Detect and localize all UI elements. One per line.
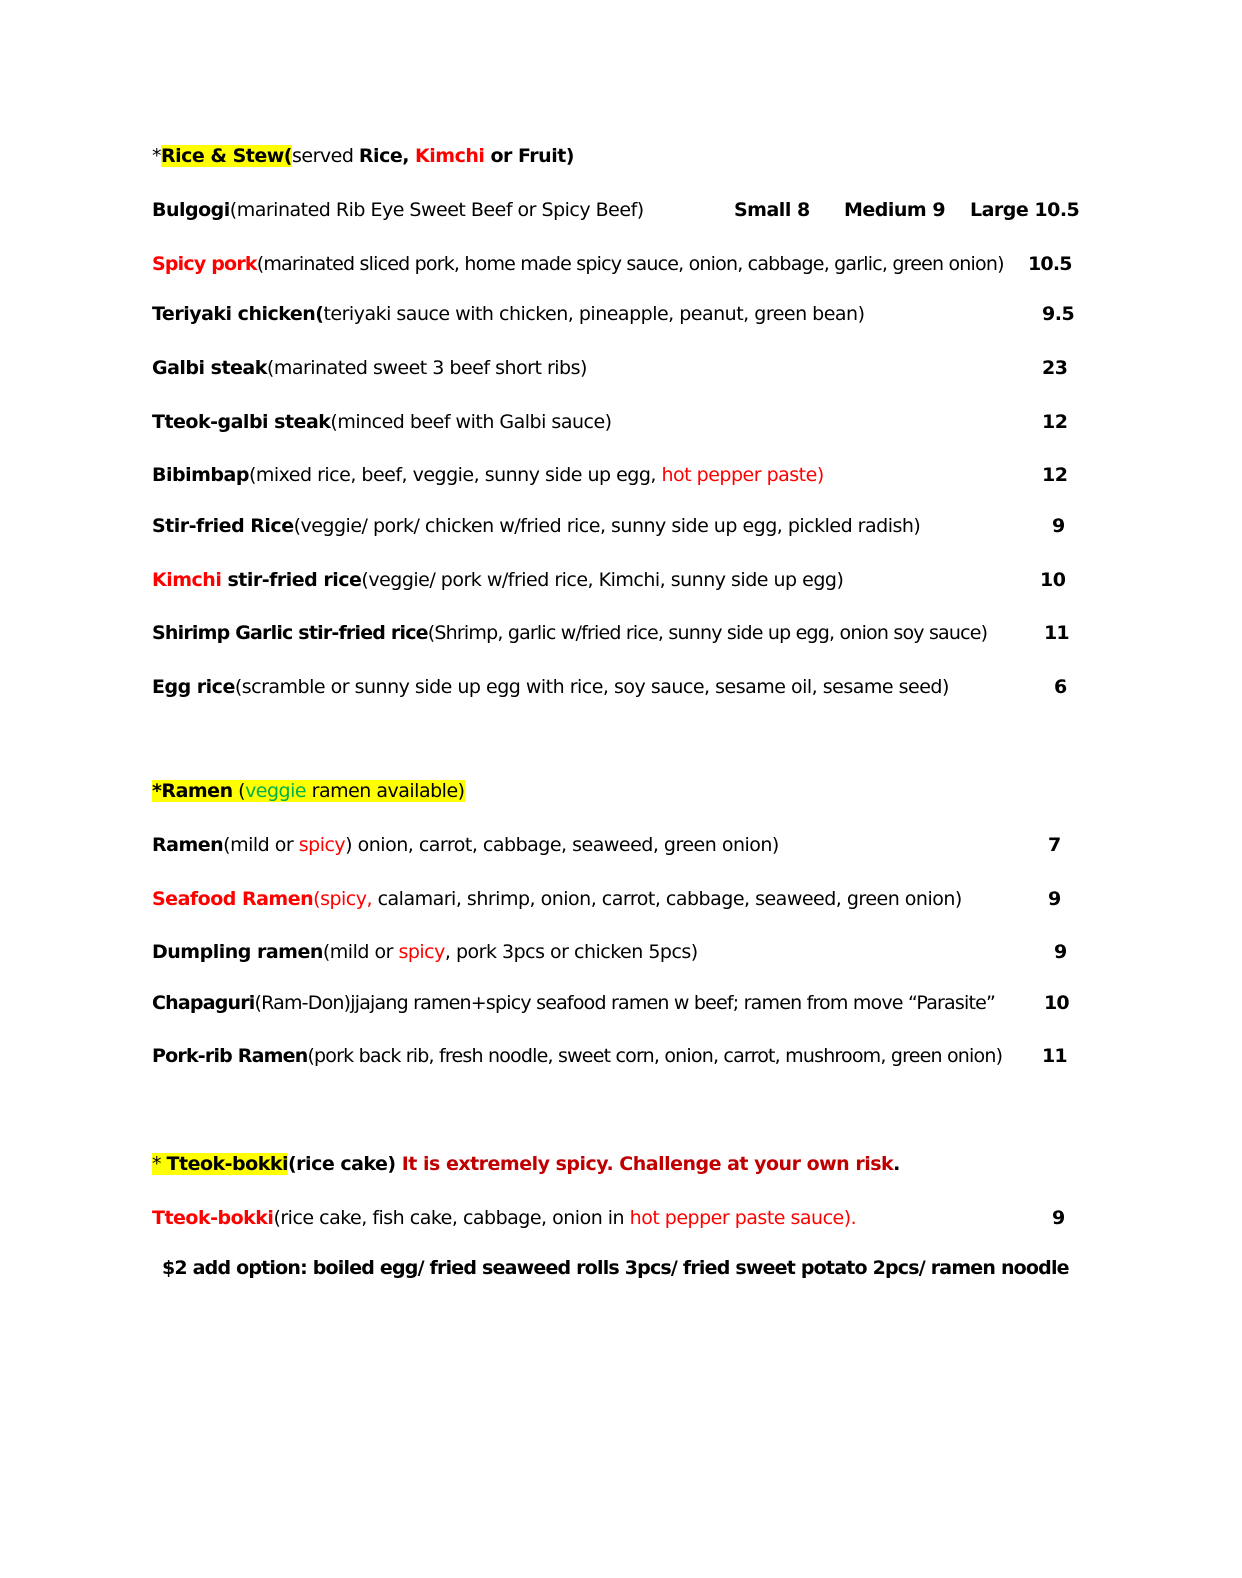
add-option-note: $2 add option: boiled egg/ fried seaweed rolls 3pcs/ fried sweet potato 2pcs/ ramen noodle xyxy=(162,1257,1069,1279)
menu-item-egg-rice xyxy=(152,672,1070,702)
menu-item-chapaguri xyxy=(152,988,1070,1018)
menu-item-tteok-galbi-steak xyxy=(152,407,1070,437)
section-highlight xyxy=(152,1153,288,1175)
item-desc-a: (mild or xyxy=(322,941,399,963)
price-medium: Medium 9 xyxy=(844,199,946,221)
item-price: 11 xyxy=(1044,622,1069,644)
item-desc: teriyaki sauce with chicken, pineapple, peanut, green bean) xyxy=(323,303,865,325)
item-name: Pork-rib Ramen xyxy=(152,1045,308,1067)
item-desc-spicy: hot pepper paste) xyxy=(661,464,824,486)
item-desc: (pork back rib, fresh noodle, sweet corn, onion, carrot, mushroom, green onion) xyxy=(307,1045,1003,1067)
item-price: 23 xyxy=(1042,357,1068,379)
item-desc: (Shrimp, garlic w/fried rice, sunny side up egg, onion soy sauce) xyxy=(427,622,988,644)
section-header-rice-stew xyxy=(152,138,1070,174)
item-name: Shirimp Garlic stir-fried rice xyxy=(152,622,428,644)
item-price: 9 xyxy=(1054,941,1067,963)
item-desc: (marinated Rib Eye Sweet Beef or Spicy Beef) xyxy=(229,199,644,221)
section-prefix: * xyxy=(152,1153,167,1175)
item-desc: (veggie/ pork/ chicken w/fried rice, sunny side up egg, pickled radish) xyxy=(293,515,921,537)
item-desc: (rice cake, fish cake, cabbage, onion in xyxy=(273,1207,630,1229)
item-desc: (veggie/ pork w/fried rice, Kimchi, sunny side up egg) xyxy=(361,569,844,591)
served-kimchi: Kimchi xyxy=(415,145,485,167)
item-desc: (Ram-Don)jjajang ramen+spicy seafood ramen w beef; ramen from move “Parasite” xyxy=(254,992,996,1014)
note-rest: ramen available) xyxy=(306,780,465,802)
section-title-ramen: *Ramen xyxy=(152,780,233,802)
served-tail: or Fruit) xyxy=(484,145,574,167)
item-price: 9 xyxy=(1052,1207,1065,1229)
item-price: 10 xyxy=(1040,569,1066,591)
menu-item-ramen xyxy=(152,830,1070,860)
section-header-tteokbokki xyxy=(152,1146,1070,1182)
item-desc-spicy: spicy xyxy=(298,834,346,856)
item-name: Teriyaki chicken( xyxy=(152,303,324,325)
price-small: Small 8 xyxy=(734,199,810,221)
price-large: Large 10.5 xyxy=(970,199,1080,221)
item-desc: (scramble or sunny side up egg with rice, soy sauce, sesame oil, sesame seed) xyxy=(234,676,949,698)
section-title-rice-stew: Rice & Stew( xyxy=(161,145,292,167)
item-desc: (marinated sweet 3 beef short ribs) xyxy=(266,357,587,379)
menu-item-teriyaki-chicken xyxy=(152,299,1075,329)
menu-item-shrimp-garlic-rice xyxy=(152,618,1070,648)
item-desc: (minced beef with Galbi sauce) xyxy=(330,411,612,433)
item-desc: calamari, shrimp, onion, carrot, cabbage, seaweed, green onion) xyxy=(372,888,962,910)
item-desc: (marinated sliced pork, home made spicy sauce, onion, cabbage, garlic, green onion) xyxy=(256,253,1004,275)
item-name: Bibimbap xyxy=(152,464,249,486)
item-name: stir-fried rice xyxy=(221,569,362,591)
note-veggie: veggie xyxy=(245,780,307,802)
menu-item-pork-rib-ramen xyxy=(152,1041,1070,1071)
item-name: Egg rice xyxy=(152,676,235,698)
item-name: Dumpling ramen xyxy=(152,941,323,963)
note-open: ( xyxy=(232,780,246,802)
item-desc-b: , pork 3pcs or chicken 5pcs) xyxy=(444,941,698,963)
item-name: Tteok-bokki xyxy=(152,1207,274,1229)
item-price: 9 xyxy=(1048,888,1061,910)
item-price: 9.5 xyxy=(1042,303,1075,325)
item-name: Bulgogi xyxy=(152,199,230,221)
item-desc-a: (mild or xyxy=(223,834,299,856)
menu-item-bulgogi xyxy=(152,195,1080,225)
served-rice: Rice, xyxy=(358,145,416,167)
section-title-tteokbokki: Tteok-bokki xyxy=(166,1153,288,1175)
item-desc-spicy: spicy xyxy=(398,941,445,963)
menu-item-tteokbokki xyxy=(152,1203,1070,1233)
menu-item-dumpling-ramen xyxy=(152,937,1070,967)
item-price: 10.5 xyxy=(1028,253,1072,275)
item-name: Chapaguri xyxy=(152,992,255,1014)
item-name: Tteok-galbi steak xyxy=(152,411,331,433)
item-name: Seafood Ramen xyxy=(152,888,314,910)
item-desc-b: ) onion, carrot, cabbage, seaweed, green onion) xyxy=(345,834,779,856)
item-name: Stir-fried Rice xyxy=(152,515,294,537)
item-desc: (mixed rice, beef, veggie, sunny side up egg, xyxy=(248,464,662,486)
section-highlight xyxy=(152,780,465,802)
item-price: 12 xyxy=(1042,411,1068,433)
section-subtitle: (rice cake) xyxy=(288,1153,402,1175)
section-header-ramen xyxy=(152,773,1070,809)
item-price: 10 xyxy=(1044,992,1069,1014)
menu-item-galbi-steak xyxy=(152,353,1070,383)
section-prefix: * xyxy=(152,145,161,167)
menu-item-spicy-pork xyxy=(152,249,1070,279)
item-desc-spicy: (spicy, xyxy=(313,888,373,910)
item-desc-spicy: hot pepper paste sauce). xyxy=(629,1207,857,1229)
item-price: 12 xyxy=(1042,464,1068,486)
item-price: 11 xyxy=(1042,1045,1067,1067)
item-name-kimchi: Kimchi xyxy=(152,569,222,591)
item-price: 6 xyxy=(1054,676,1067,698)
menu-item-bibimbap xyxy=(152,460,1070,490)
item-price: 9 xyxy=(1052,515,1065,537)
item-price: 7 xyxy=(1048,834,1061,856)
served-word: served xyxy=(291,145,359,167)
item-name: Ramen xyxy=(152,834,224,856)
item-name: Galbi steak xyxy=(152,357,267,379)
warning-period: . xyxy=(893,1153,900,1175)
spicy-warning: It is extremely spicy. Challenge at your own risk xyxy=(401,1153,894,1175)
menu-item-seafood-ramen xyxy=(152,884,1070,914)
menu-item-kimchi-stir-fried-rice xyxy=(152,565,1070,595)
menu-item-stir-fried-rice xyxy=(152,511,1070,541)
item-name: Spicy pork xyxy=(152,253,257,275)
